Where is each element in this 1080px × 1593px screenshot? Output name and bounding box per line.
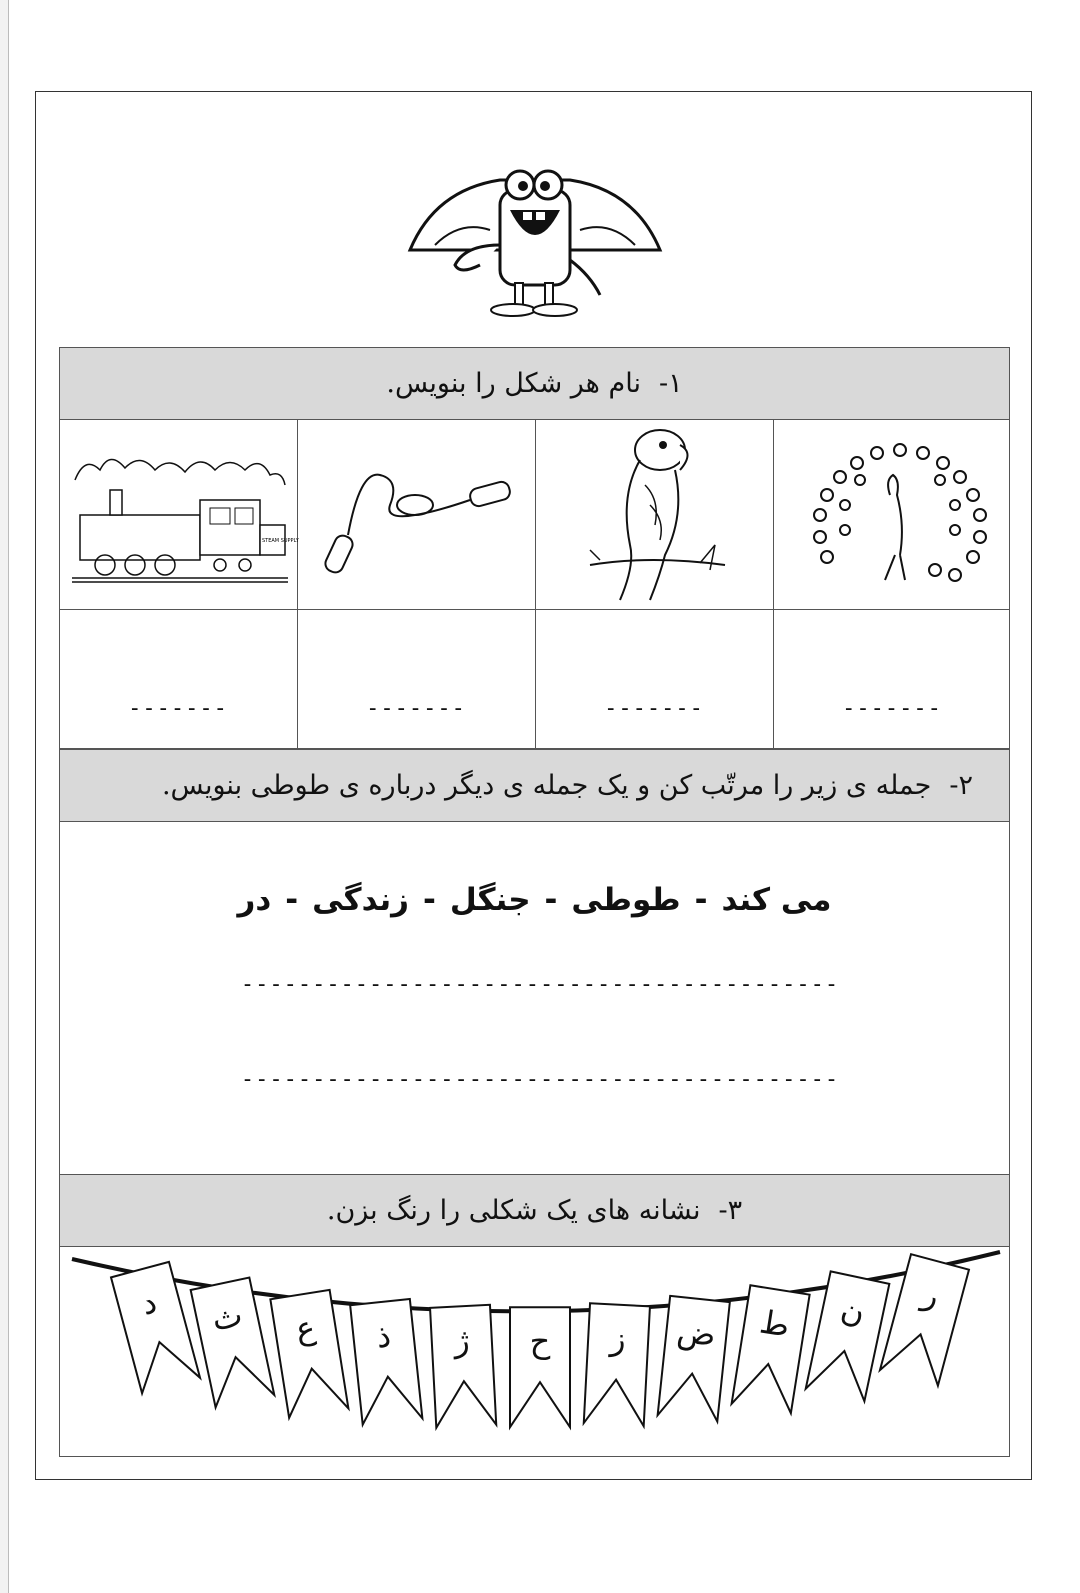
word-separator: - <box>285 882 299 918</box>
bunting-flag[interactable] <box>806 1271 890 1401</box>
word-separator: - <box>422 882 436 918</box>
flag-letter: ژ <box>453 1320 471 1360</box>
word-5: در <box>237 882 272 918</box>
section-1-number: ۱- <box>658 368 683 399</box>
flag-letter: ذ <box>374 1316 393 1356</box>
word-3: جنگل <box>449 882 531 918</box>
answer-blank-1[interactable]: ------- <box>842 696 942 721</box>
flag-letter: ن <box>837 1289 869 1332</box>
flag-letter: ع <box>292 1307 318 1349</box>
bunting-icon <box>60 1247 1009 1452</box>
flag-letter: ح <box>529 1322 551 1361</box>
train-sign-text: STEAM SUPPLY <box>262 538 299 544</box>
section-3-header <box>59 1174 1010 1247</box>
bunting-flag[interactable] <box>658 1296 730 1422</box>
section-3-title: نشانه های یک شکلی را رنگ بزن. <box>326 1195 701 1226</box>
peacock-icon <box>805 435 995 590</box>
answer-blank-2[interactable]: ------- <box>604 696 704 721</box>
section-3-number: ۳- <box>718 1195 743 1226</box>
answer-blank-3[interactable]: ------- <box>366 696 466 721</box>
word-2: طوطی <box>571 882 681 918</box>
section-1-header <box>59 347 1010 420</box>
flag-letter: ط <box>757 1302 793 1345</box>
bunting-flag[interactable] <box>584 1303 650 1426</box>
train-icon <box>70 450 299 585</box>
bunting-flag[interactable] <box>350 1299 422 1425</box>
bunting-section <box>59 1247 1010 1457</box>
bunting-flag[interactable] <box>732 1285 810 1413</box>
word-1: می کند <box>721 882 832 918</box>
section-1-title: نام هر شکل را بنویس. <box>386 368 641 399</box>
section-2-title: جمله ی زیر را مرتّب کن و یک جمله ی دیگر درباره ی طوطی بنویس. <box>161 770 932 801</box>
picture-grid <box>59 420 1010 749</box>
flag-letter: ث <box>208 1295 246 1339</box>
mushroom-mascot-icon <box>405 150 665 320</box>
word-separator: - <box>694 882 708 918</box>
section-2-number: ۲- <box>949 770 973 801</box>
flag-letter: ض <box>675 1311 718 1354</box>
flag-letter: د <box>137 1282 161 1323</box>
answer-blank-4[interactable]: ------- <box>128 696 228 721</box>
word-separator: - <box>544 882 558 918</box>
sentence-section <box>59 822 1010 1174</box>
scrambled-words <box>60 882 1009 918</box>
answer-line-2[interactable]: ------------------------------------------ <box>240 1067 840 1092</box>
section-2-header <box>59 749 1010 822</box>
flag-letter: ز <box>609 1319 627 1359</box>
bunting-flag[interactable] <box>510 1307 570 1427</box>
bunting-flag[interactable] <box>270 1290 348 1418</box>
bunting-flag[interactable] <box>430 1305 496 1428</box>
answer-line-1[interactable]: ------------------------------------------ <box>240 972 840 997</box>
parrot-icon <box>580 425 730 605</box>
word-4: زندگی <box>312 882 409 918</box>
flag-letter: ر <box>918 1274 944 1316</box>
page-edge <box>0 0 9 1593</box>
bunting-flag[interactable] <box>191 1278 275 1408</box>
jump-rope-icon <box>320 460 520 580</box>
